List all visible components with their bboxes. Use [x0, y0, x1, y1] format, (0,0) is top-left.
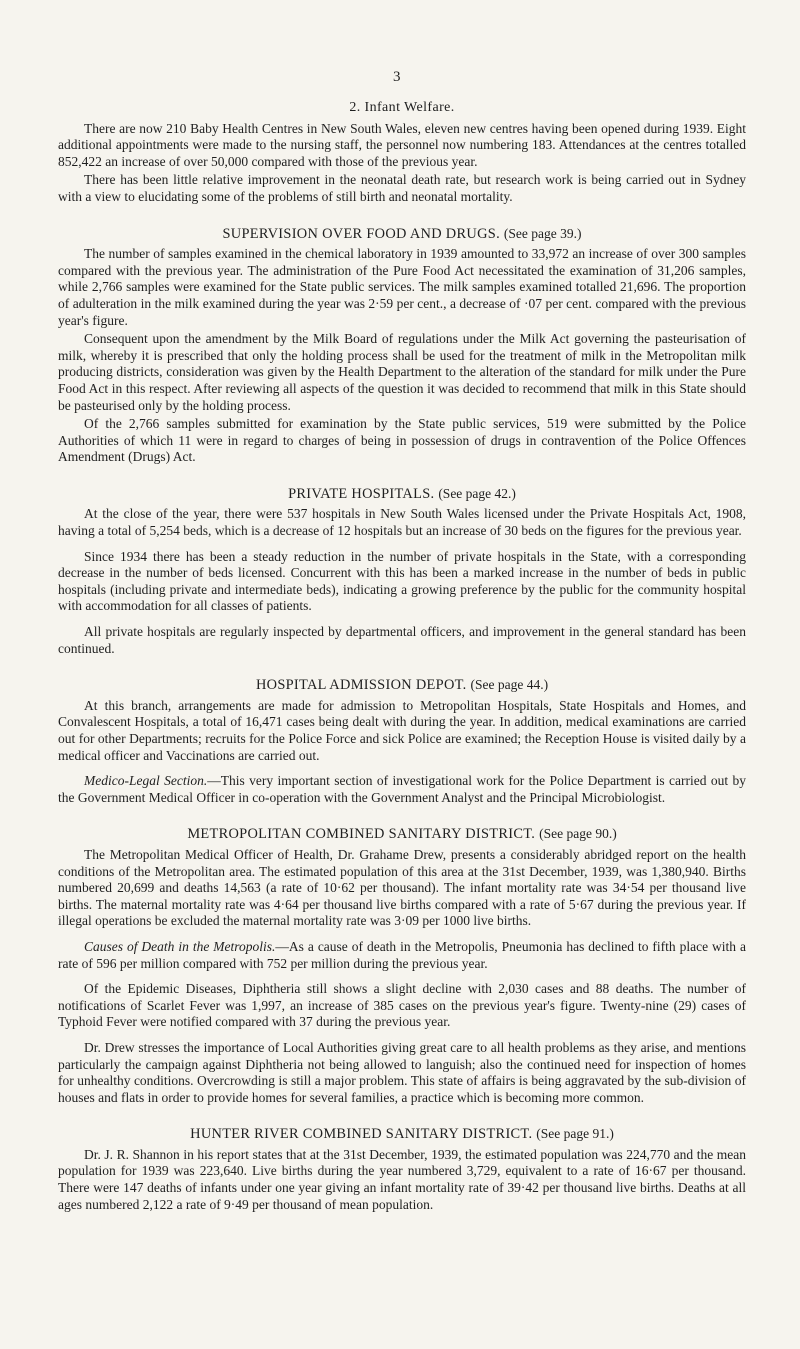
paragraph: At this branch, arrangements are made for admission to Metropolitan Hospitals, State Hospitals and Homes, and Convalescent Hospitals, a total of 16,471 cases being dealt with during the year. In addition, medical examinations are carried out for other Departments; recruits for the Police Force and sick Police are examined; the Reception House is visited daily by a medical officer and Vaccinations are carried out. — [58, 697, 746, 763]
paragraph: Of the 2,766 samples submitted for examination by the State public services, 519 were submitted by the Police Authorities of which 11 were in regard to charges of being in possession of drugs in contravention of the Police Offences Amendment (Drugs) Act. — [58, 416, 746, 465]
paragraph-text: —This very important section of investigational work for the Police Department is carried out by the Government Medical Officer in co-operation with the Government Analyst and the Principal Microbiologist. — [58, 773, 746, 805]
page-reference: (See page 91.) — [536, 1126, 614, 1142]
page-reference: (See page 39.) — [503, 225, 582, 241]
heading-text: SUPERVISION OVER FOOD AND DRUGS. — [222, 225, 500, 242]
paragraph: The Metropolitan Medical Officer of Health, Dr. Grahame Drew, presents a considerably abridged report on the health conditions of the Metropolitan area. The estimated population of this area at the 31st December, 1939, was 1,380,940. Births numbered 20,699 and deaths 14,563 (a rate of 10·62 per thousand). The infant mortality rate was 34·54 per thousand live births. The maternal mortality rate was 4·64 per thousand live births compared with a rate of 5·67 during the previous year. If illegal operations be excluded the maternal mortality rate was 3·09 per 1000 live births. — [58, 846, 746, 929]
paragraph: All private hospitals are regularly inspected by departmental officers, and improvement in the general standard has been continued. — [58, 624, 746, 656]
paragraph: There has been little relative improvement in the neonatal death rate, but research work is being carried out in Sydney with a view to elucidating some of the problems of still birth and neonatal mortality. — [58, 172, 746, 204]
subsection-title: Causes of Death in the Metropolis. — [84, 938, 276, 954]
paragraph-medico-legal — [58, 773, 746, 806]
section-heading-admission-depot — [58, 677, 746, 694]
paragraph: Of the Epidemic Diseases, Diphtheria still shows a slight decline with 2,030 cases and 88 deaths. The number of notifications of Scarlet Fever was 1,997, an increase of 385 cases on the previous year's figure. Twenty-nine (29) cases of Typhoid Fever were notified compared with 37 during the previous year. — [58, 981, 746, 1030]
section-heading-private-hospitals — [58, 486, 746, 503]
heading-text: PRIVATE HOSPITALS. — [288, 485, 435, 502]
document-body — [58, 100, 746, 1215]
page-reference: (See page 90.) — [539, 826, 617, 842]
heading-text: METROPOLITAN COMBINED SANITARY DISTRICT. — [187, 826, 536, 843]
page-reference: (See page 42.) — [438, 485, 516, 501]
section-heading-metropolitan — [58, 826, 746, 843]
heading-text: HOSPITAL ADMISSION DEPOT. — [255, 677, 467, 694]
section-heading-hunter-river — [58, 1126, 746, 1143]
paragraph: At the close of the year, there were 537 hospitals in New South Wales licensed under the Private Hospitals Act, 1908, having a total of 5,254 beds, which is a decrease of 12 hospitals but an increase of 30 beds on the figures for the previous year. — [58, 506, 746, 539]
paragraph: Dr. Drew stresses the importance of Local Authorities giving great care to all health problems as they arise, and mentions particularly the campaign against Diphtheria not being allowed to languish; also the continued need for inspection of homes for unhealthy conditions. Overcrowding is still a major problem. This state of affairs is being aggravated by the sub-division of houses and flats in order to provide homes for several families, a practice which is becoming more common. — [58, 1039, 746, 1105]
heading-text: HUNTER RIVER COMBINED SANITARY DISTRICT. — [190, 1126, 533, 1143]
paragraph: The number of samples examined in the chemical laboratory in 1939 amounted to 33,972 an increase of over 300 samples compared with the previous year. The administration of the Pure Food Act necessitated the examination of 31,206 samples, while 2,766 samples were examined for the State public services. The milk samples examined totalled 21,696. The proportion of adulteration in the milk examined during the year was 2·59 per cent., a decrease of ·07 per cent. compared with the previous year's figure. — [58, 246, 746, 328]
paragraph: Dr. J. R. Shannon in his report states that at the 31st December, 1939, the estimated population was 224,770 and the mean population for 1939 was 223,640. Live births during the year numbered 3,729, equivalent to a rate of 16·67 per thousand. There were 147 deaths of infants under one year giving an infant mortality rate of 39·42 per thousand live births. Deaths at all ages numbered 2,122 a rate of 9·49 per thousand of mean population. — [58, 1146, 746, 1212]
page-reference: (See page 44.) — [470, 677, 549, 693]
paragraph-causes-of-death — [58, 939, 746, 972]
page-number: 3 — [393, 69, 401, 85]
paragraph: There are now 210 Baby Health Centres in New South Wales, eleven new centres having been opened during 1939. Eight additional appointments were made to the nursing staff, the personnel now numbering 183. Attendances at the centres totalled 852,422 an increase of over 50,000 compared with those of the previous year. — [58, 120, 746, 169]
paragraph: Consequent upon the amendment by the Milk Board of regulations under the Milk Act governing the pasteurisation of milk, whereby it is prescribed that only the holding process shall be used for the treatment of milk in the Metropolitan milk producing districts, consideration was given by the Health Department to the alteration of the standard for milk under the Pure Food Act in this respect. After reviewing all aspects of the question it was decided to recommend that milk in this State should be pasteurised only by the holding process. — [58, 331, 746, 413]
section-heading-food-drugs — [58, 226, 746, 243]
subsection-title: Medico-Legal Section. — [84, 773, 208, 789]
paragraph-text: —As a cause of death in the Metropolis, Pneumonia has declined to fifth place with a rate of 596 per million compared with 752 per million during the previous year. — [58, 938, 746, 971]
paragraph: Since 1934 there has been a steady reduction in the number of private hospitals in the State, with a corresponding decrease in the number of beds licensed. Concurrent with this has been a marked increase in the number of beds in public hospitals (including private and intermediate beds), indicating a growing preference by the public for the community hospital with accommodation for all classes of patients. — [58, 548, 746, 614]
section-heading-infant-welfare: 2. Infant Welfare. — [349, 100, 455, 115]
